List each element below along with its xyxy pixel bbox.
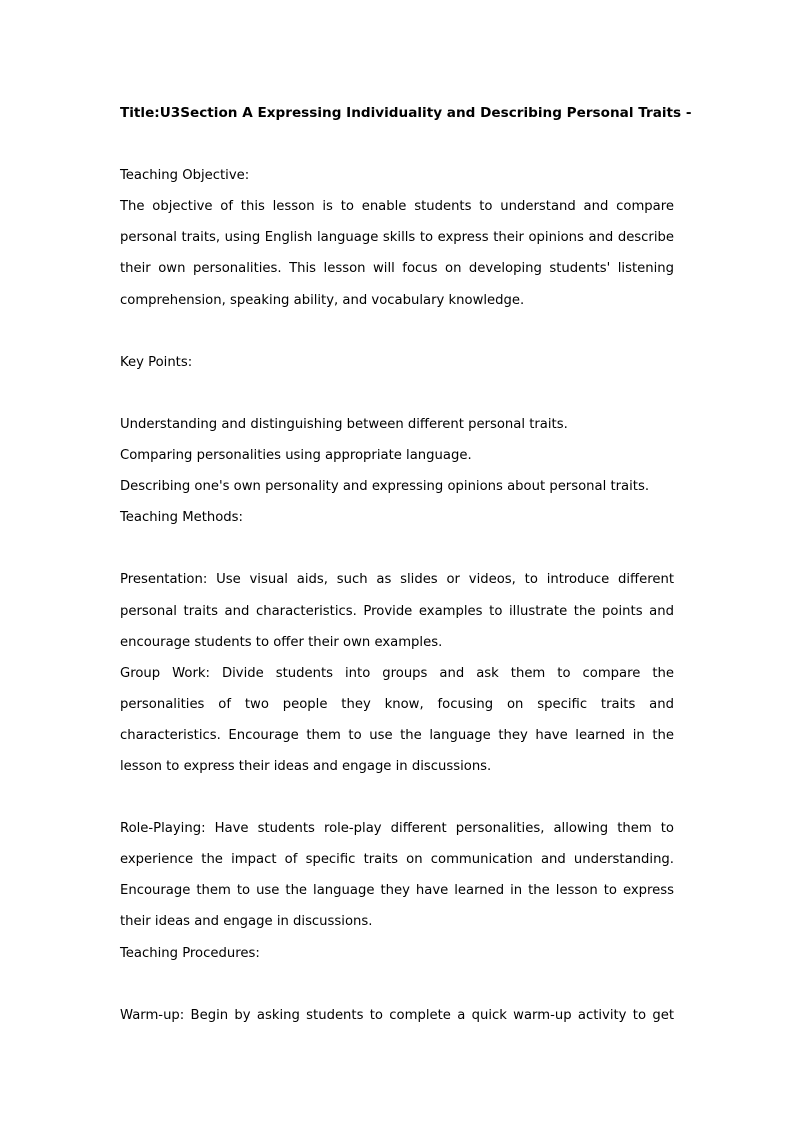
spacer <box>120 316 674 347</box>
document-title: Title:U3Section A Expressing Individuality and Describing Personal Traits - <box>120 105 692 121</box>
key-point-item: Comparing personalities using appropriate language. <box>120 448 472 464</box>
objective-paragraph: The objective of this lesson is to enable students to understand and compare personal traits, using English language skills to express their opinions and describe their own personalities. This lesson will focus on developing students' listening comprehension, speaking ability, and vocabulary knowledge. <box>120 199 674 308</box>
presentation-paragraph: Presentation: Use visual aids, such as slides or videos, to introduce different personal traits and characteristics. Provide examples to illustrate the points and encourage students to offer their own examples. <box>120 572 674 650</box>
spacer <box>120 533 674 564</box>
spacer <box>120 969 674 1000</box>
key-point-item: Describing one's own personality and expressing opinions about personal traits. <box>120 479 650 495</box>
procedures-heading: Teaching Procedures: <box>120 945 260 961</box>
key-point-item: Understanding and distinguishing between different personal traits. <box>120 416 568 432</box>
document-body <box>120 98 692 1031</box>
spacer <box>120 378 674 409</box>
warm-up-paragraph: Warm-up: Begin by asking students to complete a quick warm-up activity to get <box>120 1007 674 1023</box>
objective-heading: Teaching Objective: <box>120 168 250 184</box>
spacer <box>120 129 674 160</box>
role-playing-paragraph: Role-Playing: Have students role-play different personalities, allowing them to experience the impact of specific traits on communication and understanding. Encourage them to use the language they have learned in the lesson to express their ideas and engage in discussions. <box>120 821 674 930</box>
key-points-heading: Key Points: <box>120 354 193 370</box>
spacer <box>120 782 674 813</box>
group-work-paragraph: Group Work: Divide students into groups and ask them to compare the personalities of two people they know, focusing on specific traits and characteristics. Encourage them to use the language they have learned in the lesson to express their ideas and engage in discussions. <box>120 665 674 774</box>
methods-heading: Teaching Methods: <box>120 510 243 526</box>
